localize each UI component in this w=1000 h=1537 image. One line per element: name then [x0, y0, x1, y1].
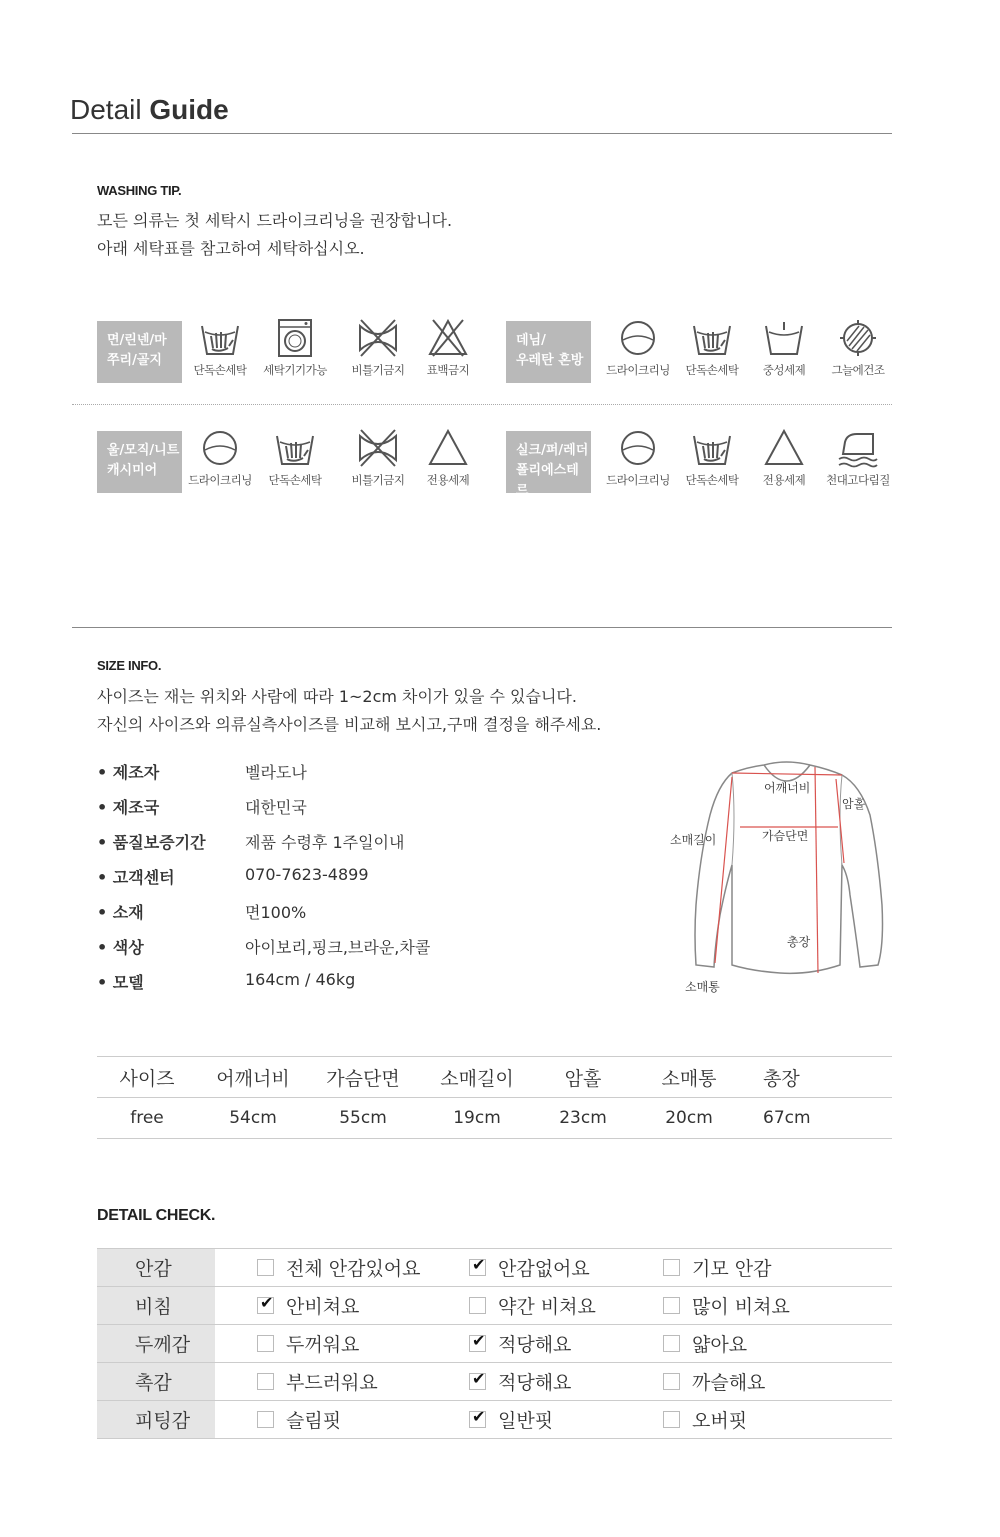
shirt-size-diagram [660, 755, 900, 1000]
checkbox[interactable] [469, 1411, 486, 1428]
no-bleach-icon [427, 318, 469, 358]
table-row [97, 1098, 892, 1139]
label-cuff: 소매통 [685, 980, 720, 994]
wash-item: 드라이크리닝 [596, 318, 680, 378]
detail-check-table [97, 1248, 892, 1439]
wash-group-label: 데님/ 우레탄 혼방 [506, 321, 591, 383]
special-detergent-icon [763, 428, 805, 468]
checkbox[interactable] [257, 1259, 274, 1276]
table-header: 가슴단면 [309, 1057, 417, 1098]
checkbox[interactable] [257, 1335, 274, 1352]
table-cell: 23cm [537, 1098, 629, 1139]
wash-item: 그늘에건조 [816, 318, 900, 378]
wash-group-label: 면/린넨/마 쭈리/골지 [97, 321, 182, 383]
table-cell: 20cm [629, 1098, 749, 1139]
check-option: 기모 안감 [663, 1254, 771, 1281]
detail-check-heading: DETAIL CHECK. [97, 1207, 216, 1224]
washing-tip-heading: WASHING TIP. [97, 183, 182, 198]
checkbox[interactable] [663, 1411, 680, 1428]
table-cell: 54cm [197, 1098, 309, 1139]
check-option: 두꺼워요 [257, 1330, 359, 1357]
handwash-icon [691, 428, 733, 468]
table-cell: 67cm [749, 1098, 892, 1139]
wash-group-label: 실크/퍼/레더 폴리에스테르 [506, 431, 591, 493]
wash-item: 표백금지 [406, 318, 490, 378]
iron-with-cloth-icon [837, 428, 879, 468]
check-label: 촉감 [97, 1363, 215, 1401]
wash-item: 단독손세탁 [670, 428, 754, 488]
table-row [97, 1325, 892, 1363]
wash-item: 드라이크리닝 [178, 428, 262, 488]
checkbox[interactable] [663, 1335, 680, 1352]
checkbox[interactable] [257, 1373, 274, 1390]
checkbox[interactable] [257, 1297, 274, 1314]
handwash-icon [199, 318, 241, 358]
check-option: ✔ 적당해요 [469, 1330, 571, 1357]
neutral-detergent-icon [763, 318, 805, 358]
table-header-row [97, 1057, 892, 1098]
check-option: 슬림핏 [257, 1406, 341, 1433]
table-cell: 19cm [417, 1098, 537, 1139]
table-row [97, 1287, 892, 1325]
wash-item: 비틀기금지 [336, 318, 420, 378]
check-label: 두께감 [97, 1325, 215, 1363]
wash-item: 천대고다림질 [816, 428, 900, 488]
dry-clean-icon [617, 428, 659, 468]
check-option: ✔ 적당해요 [469, 1368, 571, 1395]
table-row [97, 1401, 892, 1439]
table-header: 어깨너비 [197, 1057, 309, 1098]
checkbox[interactable] [663, 1297, 680, 1314]
table-row [97, 1249, 892, 1287]
size-table [97, 1056, 892, 1139]
divider [72, 404, 892, 405]
wash-item: 단독손세탁 [670, 318, 754, 378]
table-row [97, 1363, 892, 1401]
table-cell: free [97, 1098, 197, 1139]
label-length: 총장 [787, 935, 811, 949]
check-option: 까슬해요 [663, 1368, 765, 1395]
special-detergent-icon [427, 428, 469, 468]
handwash-icon [274, 428, 316, 468]
label-shoulder: 어깨너비 [764, 781, 811, 795]
check-label: 비침 [97, 1287, 215, 1325]
wash-item: 세탁기기가능 [253, 318, 337, 378]
checkbox[interactable] [663, 1373, 680, 1390]
wash-item: 드라이크리닝 [596, 428, 680, 488]
check-label: 피팅감 [97, 1401, 215, 1439]
wash-item: 전용세제 [406, 428, 490, 488]
dry-clean-icon [199, 428, 241, 468]
size-info-heading: SIZE INFO. [97, 658, 162, 673]
checkbox[interactable] [469, 1259, 486, 1276]
check-option: ✔ 일반핏 [469, 1406, 553, 1433]
handwash-icon [691, 318, 733, 358]
check-label: 안감 [97, 1249, 215, 1287]
page-title: Detail Guide [70, 94, 229, 125]
wash-item: 비틀기금지 [336, 428, 420, 488]
label-sleeve: 소매길이 [670, 833, 717, 847]
no-wring-icon [357, 318, 399, 358]
checkbox[interactable] [469, 1373, 486, 1390]
check-option: ✔ 안비쳐요 [257, 1292, 359, 1319]
table-header: 사이즈 [97, 1057, 197, 1098]
table-header: 암홀 [537, 1057, 629, 1098]
check-option: 얇아요 [663, 1330, 747, 1357]
no-wring-icon [357, 428, 399, 468]
divider [72, 133, 892, 134]
table-header: 소매길이 [417, 1057, 537, 1098]
label-chest: 가슴단면 [762, 829, 809, 843]
check-option: ✔ 안감없어요 [469, 1254, 590, 1281]
washing-intro: 모든 의류는 첫 세탁시 드라이크리닝을 권장합니다. 아래 세탁표를 참고하여 세탁하십시오. [97, 211, 453, 258]
wash-group-label: 울/모직/니트 캐시미어 [97, 431, 182, 493]
checkbox[interactable] [469, 1335, 486, 1352]
wash-item: 중성세제 [742, 318, 826, 378]
table-header: 총장 [749, 1057, 892, 1098]
wash-item: 단독손세탁 [178, 318, 262, 378]
checkbox[interactable] [469, 1297, 486, 1314]
wash-item: 단독손세탁 [253, 428, 337, 488]
dry-clean-icon [617, 318, 659, 358]
check-option: 부드러워요 [257, 1368, 378, 1395]
divider [72, 627, 892, 628]
checkbox[interactable] [663, 1259, 680, 1276]
wash-item: 전용세제 [742, 428, 826, 488]
checkbox[interactable] [257, 1411, 274, 1428]
check-option: 많이 비쳐요 [663, 1292, 790, 1319]
label-armhole: 암홀 [842, 797, 866, 811]
shade-dry-icon [837, 318, 879, 358]
table-cell: 55cm [309, 1098, 417, 1139]
table-header: 소매통 [629, 1057, 749, 1098]
check-option: 전체 안감있어요 [257, 1254, 421, 1281]
check-option: 오버핏 [663, 1406, 747, 1433]
washing-machine-icon [274, 318, 316, 358]
size-intro: 사이즈는 재는 위치와 사람에 따라 1~2cm 차이가 있을 수 있습니다. 자신의 사이즈와 의류실측사이즈를 비교해 보시고,구매 결정을 해주세요. [97, 687, 602, 734]
check-option: 약간 비쳐요 [469, 1292, 596, 1319]
